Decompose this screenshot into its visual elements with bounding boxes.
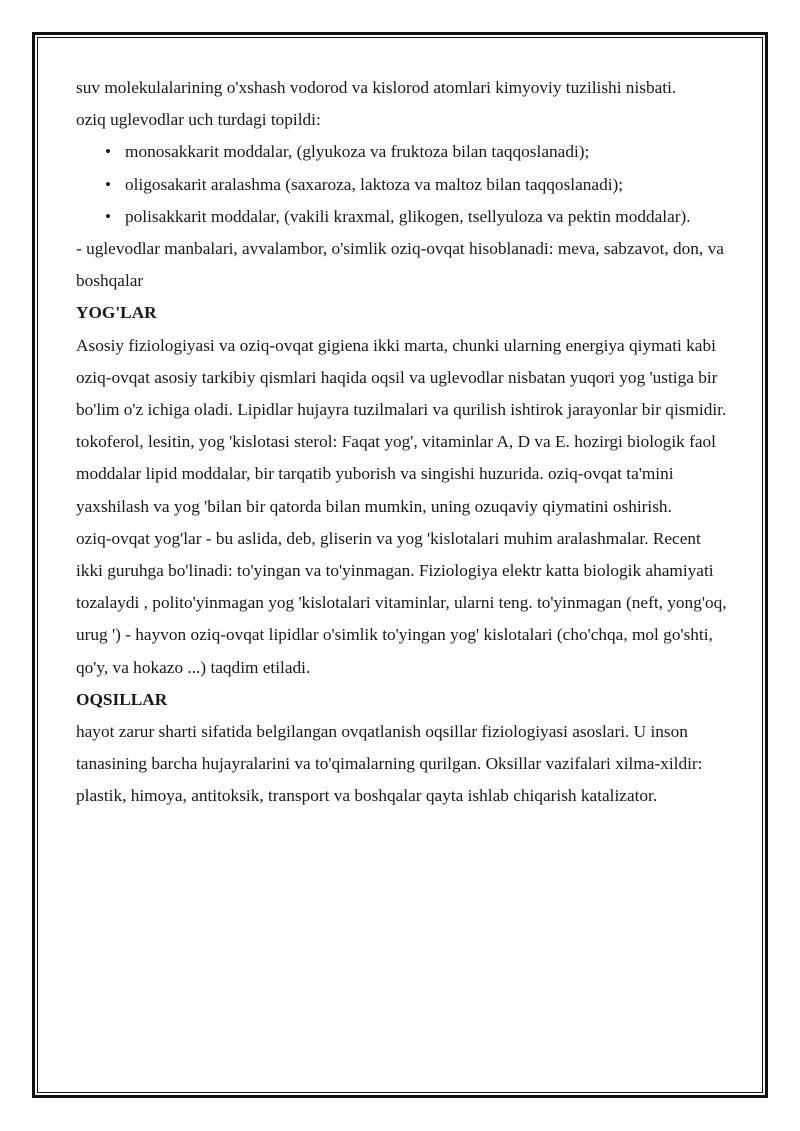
proteins-paragraph: hayot zarur sharti sifatida belgilangan ovqatlanish oqsillar fiziologiyasi asoslari. U inson tanasining barcha hujayralarini va to'qimalarning qurilgan. Oksillar vazifalari xilma-xildir: plastik, himoya, antitoksik, transport va boshqalar qayta ishlab chiqarish katalizator. [76, 722, 703, 806]
carb-types-list [76, 136, 732, 233]
list-item [76, 136, 732, 168]
bullet-icon: • [105, 142, 112, 162]
list-item-text: monosakkarit moddalar, (glyukoza va fruktoza bilan taqqoslanadi); [125, 142, 590, 162]
carbs-intro: oziq uglevodlar uch turdagi topildi: [76, 110, 321, 130]
fats-paragraph: tokoferol, lesitin, yog 'kislotasi sterol: Faqat yog', vitaminlar A, D va E. hozirgi biologik faol moddalar lipid moddalar, bir tarqatib yuborish va singishi huzurida. oziq-ovqat ta'mini yaxshilash va yog 'bilan bir qatorda bilan mumkin, uning ozuqaviy qiymatini oshirish. [76, 432, 716, 516]
carb-sources-paragraph: - uglevodlar manbalari, avvalambor, o'simlik oziq-ovqat hisoblanadi: meva, sabzavot, don, va boshqalar [76, 239, 724, 291]
intro-paragraph: suv molekulalarining o'xshash vodorod va kislorod atomlari kimyoviy tuzilishi nisbati. [76, 78, 677, 97]
list-item-text: polisakkarit moddalar, (vakili kraxmal, glikogen, tsellyuloza va pektin moddalar). [125, 206, 691, 226]
fats-paragraph: oziq-ovqat yog'lar - bu aslida, deb, gliserin va yog 'kislotalari muhim aralashmalar. Recent ikki guruhga bo'linadi: to'yingan va to'yinmagan. Fiziologiya elektr katta biologik ahamiyati tozalaydi , polito'yinmagan yog 'kislotalari vitaminlar, ularni teng. to'yinmagan (neft, yong'oq, urug ') - hayvon oziq-ovqat lipidlar o'simlik to'yingan yog' kislotalari (cho'chqa, mol go'shti, qo'y, va hokazo ...) taqdim etiladi. [76, 528, 727, 677]
document-body [76, 72, 732, 813]
fats-heading: YOG'LAR [76, 303, 157, 323]
list-item [76, 169, 732, 201]
fats-paragraph: Asosiy fiziologiyasi va oziq-ovqat gigiena ikki marta, chunki ularning energiya qiymati kabi oziq-ovqat asosiy tarkibiy qismlari haqida oqsil va uglevodlar nisbatan yuqori yog 'ustiga bir bo'lim o'z ichiga oladi. Lipidlar hujayra tuzilmalari va qurilish ishtirok jarayonlar bir qismidir. [76, 335, 727, 420]
list-item-text: oligosakarit aralashma (saxaroza, laktoza va maltoz bilan taqqoslanadi); [125, 174, 624, 194]
bullet-icon: • [105, 174, 112, 194]
bullet-icon: • [105, 206, 112, 226]
proteins-heading: OQSILLAR [76, 689, 168, 709]
list-item [76, 201, 732, 233]
